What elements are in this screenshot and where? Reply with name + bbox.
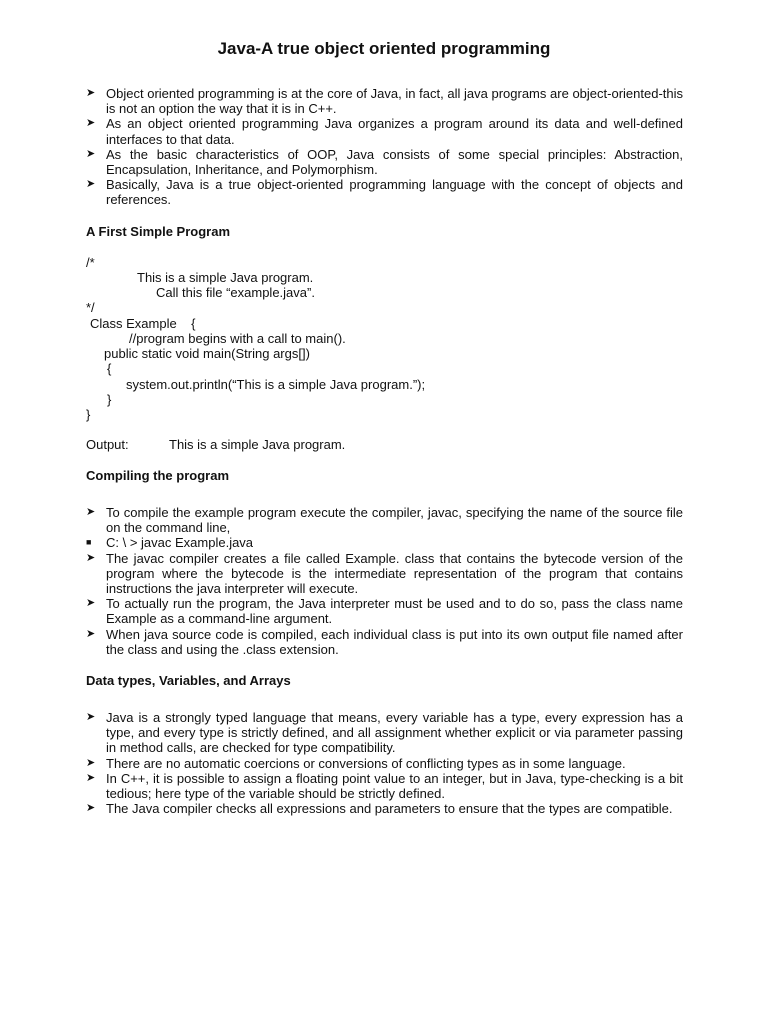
- bullet-text: The javac compiler creates a file called Example. class that contains the bytecode version of the program where the bytecode is the intermediate representation of the program that contains instructions the java interpreter will execute.: [106, 550, 683, 597]
- data-types-bullet-list: [86, 710, 683, 816]
- arrow-bullet-icon: ➤: [86, 597, 96, 610]
- list-item: [86, 147, 683, 177]
- code-line: }: [107, 392, 112, 407]
- square-bullet-icon: ■: [86, 537, 92, 548]
- code-line: */: [86, 300, 95, 315]
- arrow-bullet-icon: ➤: [86, 771, 96, 784]
- code-line: }: [86, 407, 91, 422]
- bullet-text: C: \ > javac Example.java: [106, 535, 254, 551]
- bullet-text: As the basic characteristics of OOP, Java consists of some special principles: Abstraction, Encapsulation, Inheritance, and Polymorphism.: [106, 146, 683, 178]
- code-line: system.out.println(“This is a simple Java program.”);: [126, 377, 426, 392]
- list-item: [86, 771, 683, 801]
- arrow-bullet-icon: ➤: [86, 756, 96, 769]
- bullet-text: Java is a strongly typed language that means, every variable has a type, every expression has a type, and every type is strictly defined, and all assignment whether explicit or via parameter passing in method calls, are checked for type compatibility.: [106, 710, 683, 756]
- bullet-text: As an object oriented programming Java organizes a program around its data and well-defined interfaces to that data.: [106, 116, 683, 147]
- list-item: [86, 551, 683, 597]
- code-line: /*: [86, 255, 95, 270]
- bullet-text: Basically, Java is a true object-oriented programming language with the concept of objects and references.: [106, 177, 683, 208]
- compiling-bullet-list: [86, 505, 683, 657]
- output-label: Output:: [86, 437, 129, 452]
- bullet-text: To actually run the program, the Java interpreter must be used and to do so, pass the class name Example as a command-line argument.: [106, 596, 683, 627]
- list-item: [86, 596, 683, 626]
- section-heading-first-program: A First Simple Program: [86, 224, 230, 239]
- list-item: [86, 505, 683, 535]
- code-line: //program begins with a call to main().: [129, 331, 346, 346]
- bullet-text: To compile the example program execute the compiler, javac, specifying the name of the source file on the command line,: [106, 505, 683, 536]
- list-item: [86, 86, 683, 116]
- arrow-bullet-icon: ➤: [86, 117, 96, 130]
- list-item: [86, 535, 683, 550]
- list-item: [86, 801, 683, 816]
- bullet-text: When java source code is compiled, each individual class is put into its own output file named after the class and using the .class extension.: [106, 626, 683, 657]
- bullet-text: Object oriented programming is at the core of Java, in fact, all java programs are object-oriented-this is not an option the way that it is in C++.: [106, 86, 683, 117]
- arrow-bullet-icon: ➤: [86, 87, 96, 99]
- arrow-bullet-icon: ➤: [86, 627, 96, 640]
- arrow-bullet-icon: ➤: [86, 551, 96, 564]
- arrow-bullet-icon: ➤: [86, 711, 96, 723]
- arrow-bullet-icon: ➤: [86, 506, 96, 518]
- code-line: Class Example {: [90, 316, 196, 331]
- code-line: public static void main(String args[]): [104, 346, 310, 361]
- output-value: This is a simple Java program.: [169, 437, 346, 452]
- list-item: [86, 177, 683, 207]
- bullet-text: In C++, it is possible to assign a floating point value to an integer, but in Java, type-checking is a bit tedious; here type of the variable should be strictly defined.: [106, 770, 683, 802]
- code-line: This is a simple Java program.: [137, 270, 314, 285]
- intro-bullet-list: [86, 86, 683, 208]
- code-line: {: [107, 361, 112, 376]
- list-item: [86, 116, 683, 146]
- bullet-text: There are no automatic coercions or conversions of conflicting types as in some language.: [106, 755, 626, 771]
- arrow-bullet-icon: ➤: [86, 178, 96, 191]
- arrow-bullet-icon: ➤: [86, 147, 96, 160]
- section-heading-data-types: Data types, Variables, and Arrays: [86, 673, 291, 688]
- bullet-text: The Java compiler checks all expressions and parameters to ensure that the types are compatible.: [106, 801, 673, 817]
- arrow-bullet-icon: ➤: [86, 802, 96, 815]
- list-item: [86, 756, 683, 771]
- list-item: [86, 710, 683, 756]
- section-heading-compiling: Compiling the program: [86, 468, 229, 483]
- page-title: Java-A true object oriented programming: [217, 39, 551, 58]
- code-line: Call this file “example.java”.: [156, 285, 315, 300]
- list-item: [86, 627, 683, 657]
